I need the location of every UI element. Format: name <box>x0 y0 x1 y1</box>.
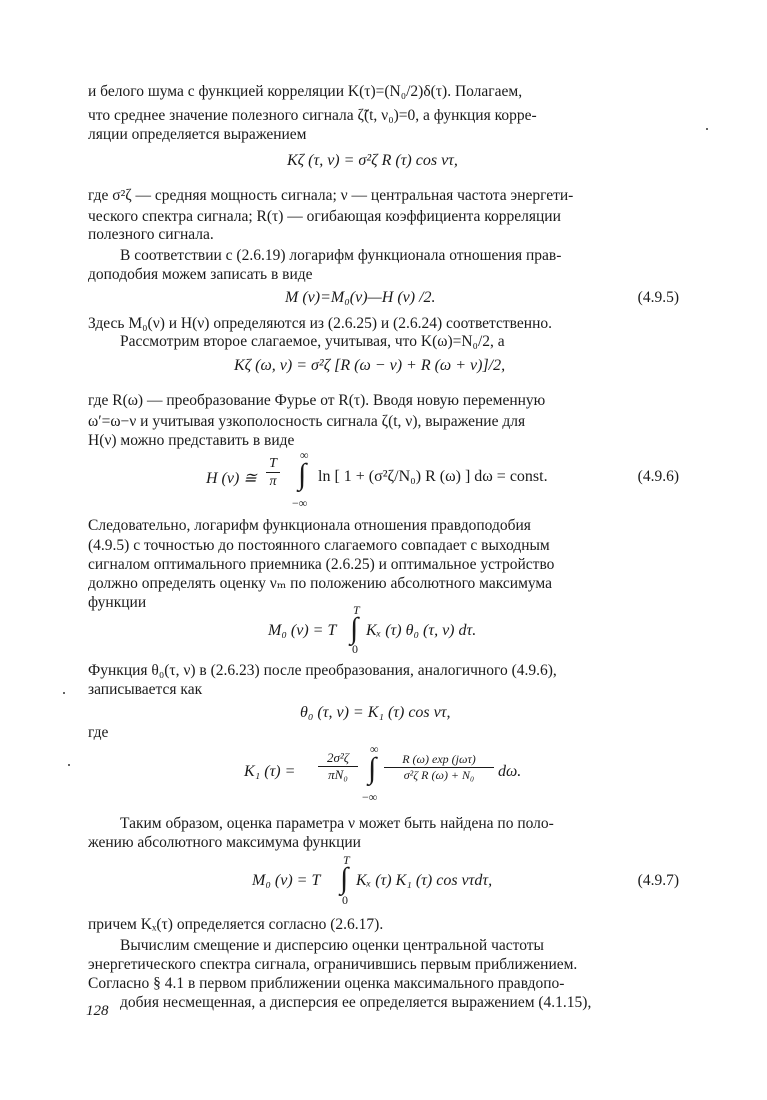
text-line: энергетического спектра сигнала, ограничившись первым приближением. <box>88 956 578 973</box>
integral-upper-limit: ∞ <box>370 742 379 756</box>
equation-number: (4.9.7) <box>637 872 679 889</box>
integral-upper-limit: ∞ <box>300 448 309 462</box>
equation-4-9-5: M (ν)=M₀(ν)—H (ν) /2. <box>285 289 436 306</box>
text-line: полезного сигнала. <box>88 226 214 243</box>
fraction-denominator: π <box>269 474 277 489</box>
text-line: ω′=ω−ν и учитывая узкополосность сигнала ζ(t, ν), выражение для <box>88 413 526 430</box>
text-line: (4.9.5) с точностью до постоянного слагаемого совпадает с выходным <box>88 537 550 554</box>
scan-speck <box>63 692 65 694</box>
integral-lower-limit: 0 <box>352 642 358 656</box>
fraction-denominator: πN₀ <box>328 767 348 782</box>
integral-upper-limit: T <box>353 603 360 617</box>
text-line: где σ²ζ — средняя мощность сигнала; ν — центральная частота энергети- <box>88 187 574 204</box>
integral-sign-icon: ∫ <box>350 612 359 645</box>
integral-lower-limit: −∞ <box>362 790 378 804</box>
text-line: H(ν) можно представить в виде <box>88 432 295 449</box>
text-line: должно определять оценку νₘ по положению абсолютного максимума <box>88 575 553 592</box>
integral-lower-limit: −∞ <box>292 496 308 510</box>
text-line: ляции определяется выражением <box>88 126 307 143</box>
equation-4-9-6-lhs: H (ν) ≅ <box>206 470 257 487</box>
text-line: Здесь M₀(ν) и H(ν) определяются из (2.6.25) и (2.6.24) соответственно. <box>88 315 552 332</box>
text-line: Следовательно, логарифм функционала отношения правдоподобия <box>88 517 531 534</box>
text-line: Таким образом, оценка параметра ν может быть найдена по поло- <box>120 815 554 832</box>
equation-m0-lhs: M₀ (ν) = T <box>268 622 337 639</box>
equation-number: (4.9.6) <box>637 468 679 485</box>
text-line: Согласно § 4.1 в первом приближении оценка максимального правдопо- <box>88 975 565 992</box>
text-line: записывается как <box>88 681 203 698</box>
text-line: и белого шума с функцией корреляции K(τ)=(N₀/2)δ(τ). Полагаем, <box>88 83 523 100</box>
text-line: где <box>88 724 109 741</box>
text-line: Функция θ₀(τ, ν) в (2.6.23) после преобразования, аналогичного (4.9.6), <box>88 662 557 679</box>
equation-4-9-7-lhs: M₀ (ν) = T <box>252 872 321 889</box>
text-line: причем Kₓ(τ) определяется согласно (2.6.17). <box>88 916 384 933</box>
scan-speck <box>706 128 708 130</box>
text-line: Вычислим смещение и дисперсию оценки центральной частоты <box>120 937 544 954</box>
integral-sign-icon: ∫ <box>368 752 377 785</box>
text-line: функции <box>88 594 147 611</box>
fraction-numerator: R (ω) exp (jωτ) <box>384 752 494 768</box>
equation-spectrum: Kζ (ω, ν) = σ²ζ [R (ω − ν) + R (ω + ν)]/2, <box>234 357 506 374</box>
integral-upper-limit: T <box>343 853 350 867</box>
text-line: ческого спектра сигнала; R(τ) — огибающая коэффициента корреляции <box>88 208 561 225</box>
fraction-denominator: σ²ζ R (ω) + N₀ <box>403 768 475 782</box>
equation-number: (4.9.5) <box>637 289 679 306</box>
equation-4-9-7-rest: Kₓ (τ) K₁ (τ) cos ντdτ, <box>356 872 493 889</box>
text-line: жению абсолютного максимума функции <box>88 834 361 851</box>
equation-k1-tail: dω. <box>498 763 522 780</box>
equation-theta0: θ₀ (τ, ν) = K₁ (τ) cos ντ, <box>300 704 451 721</box>
page-number: 128 <box>86 1003 109 1019</box>
text-line: сигналом оптимального приемника (2.6.25) и оптимальное устройство <box>88 556 555 573</box>
scan-speck <box>68 764 70 766</box>
text-line: Рассмотрим второе слагаемое, учитывая, что K(ω)=N₀/2, а <box>120 333 505 350</box>
integral-lower-limit: 0 <box>342 893 348 907</box>
text-line: В соответствии с (2.6.19) логарифм функционала отношения прав- <box>120 247 562 264</box>
text-line: что среднее значение полезного сигнала ζ̃(t, ν₀)=0, а функция корре- <box>88 107 537 124</box>
fraction-numerator: T <box>266 456 280 473</box>
equation-correlation: Kζ (τ, ν) = σ²ζ R (τ) cos ντ, <box>287 152 458 169</box>
integral-sign-icon: ∫ <box>298 458 307 491</box>
text-line: доподобия можем записать в виде <box>88 266 313 283</box>
equation-4-9-6-rest: ln [ 1 + (σ²ζ/N₀) R (ω) ] dω = const. <box>318 468 548 485</box>
equation-k1-lhs: K₁ (τ) = <box>244 763 296 780</box>
text-line: где R(ω) — преобразование Фурье от R(τ). Вводя новую переменную <box>88 392 546 409</box>
text-line: добия несмещенная, а дисперсия ее определяется выражением (4.1.15), <box>120 994 592 1011</box>
equation-m0-rest: Kₓ (τ) θ₀ (τ, ν) dτ. <box>366 622 477 639</box>
integral-sign-icon: ∫ <box>340 862 349 895</box>
fraction-numerator: 2σ²ζ <box>318 750 358 767</box>
